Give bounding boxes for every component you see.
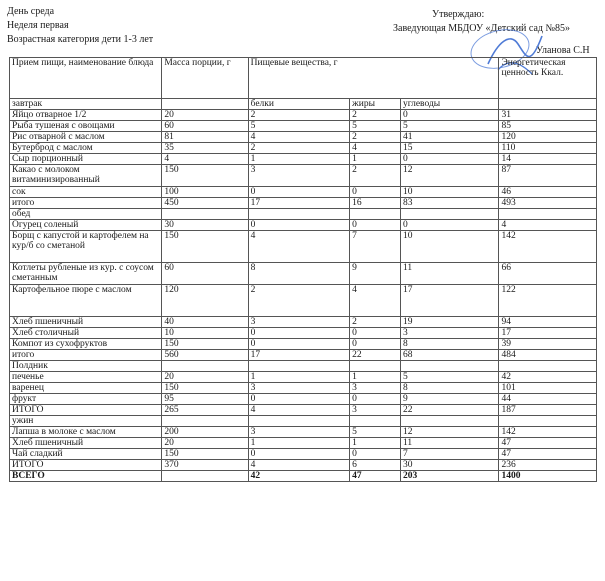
- cell-protein: 2: [248, 110, 350, 121]
- cell-carbs: 10: [400, 187, 499, 198]
- cell-energy: 14: [499, 154, 597, 165]
- table-row: [10, 372, 597, 383]
- cell-protein: 1: [248, 372, 350, 383]
- table-row: [10, 121, 597, 132]
- cell-carbs: 8: [400, 339, 499, 350]
- cell-protein: 8: [248, 263, 350, 285]
- cell-energy: [499, 209, 597, 220]
- cell-meal-name: Полдник: [10, 361, 162, 372]
- table-row: [10, 361, 597, 372]
- cell-meal-name: Борщ с капустой и картофелем на кур/б со сметаной: [10, 231, 162, 263]
- cell-fat: 2: [350, 132, 401, 143]
- cell-protein: 3: [248, 165, 350, 187]
- cell-fat: жиры: [350, 99, 401, 110]
- table-row: [10, 449, 597, 460]
- cell-meal-name: Хлеб пшеничный: [10, 438, 162, 449]
- cell-meal-name: Сыр порционный: [10, 154, 162, 165]
- cell-carbs: 0: [400, 110, 499, 121]
- cell-meal-name: Какао с молоком витаминизированный: [10, 165, 162, 187]
- cell-fat: 0: [350, 449, 401, 460]
- cell-protein: 0: [248, 220, 350, 231]
- cell-energy: 187: [499, 405, 597, 416]
- cell-energy: 101: [499, 383, 597, 394]
- cell-fat: 7: [350, 231, 401, 263]
- cell-carbs: 30: [400, 460, 499, 471]
- cell-mass: 40: [162, 317, 248, 328]
- cell-meal-name: фрукт: [10, 394, 162, 405]
- cell-carbs: 0: [400, 154, 499, 165]
- cell-energy: 44: [499, 394, 597, 405]
- table-row: [10, 220, 597, 231]
- cell-mass: 100: [162, 187, 248, 198]
- table-row: [10, 285, 597, 317]
- cell-carbs: 41: [400, 132, 499, 143]
- cell-meal-name: варенец: [10, 383, 162, 394]
- cell-meal-name: ВСЕГО: [10, 471, 162, 482]
- cell-protein: 3: [248, 383, 350, 394]
- cell-protein: 1: [248, 154, 350, 165]
- cell-meal-name: Лапша в молоке с маслом: [10, 427, 162, 438]
- cell-carbs: 83: [400, 198, 499, 209]
- cell-energy: 142: [499, 427, 597, 438]
- table-row: [10, 132, 597, 143]
- cell-energy: 1400: [499, 471, 597, 482]
- cell-protein: [248, 361, 350, 372]
- cell-mass: [162, 361, 248, 372]
- week-label: Неделя первая: [7, 20, 69, 31]
- cell-fat: 0: [350, 328, 401, 339]
- cell-mass: 150: [162, 165, 248, 187]
- cell-protein: 0: [248, 328, 350, 339]
- cell-energy: 46: [499, 187, 597, 198]
- cell-protein: 3: [248, 427, 350, 438]
- table-row: [10, 394, 597, 405]
- cell-meal-name: сок: [10, 187, 162, 198]
- cell-carbs: 0: [400, 220, 499, 231]
- cell-meal-name: итого: [10, 198, 162, 209]
- cell-fat: [350, 209, 401, 220]
- cell-meal-name: ИТОГО: [10, 405, 162, 416]
- cell-carbs: 11: [400, 438, 499, 449]
- cell-mass: 81: [162, 132, 248, 143]
- cell-mass: 200: [162, 427, 248, 438]
- cell-energy: 39: [499, 339, 597, 350]
- cell-mass: 95: [162, 394, 248, 405]
- cell-protein: 17: [248, 198, 350, 209]
- cell-fat: [350, 361, 401, 372]
- table-row: [10, 165, 597, 187]
- cell-fat: 1: [350, 154, 401, 165]
- cell-meal-name: ужин: [10, 416, 162, 427]
- cell-protein: [248, 209, 350, 220]
- cell-protein: 42: [248, 471, 350, 482]
- cell-meal-name: Картофельное пюре с маслом: [10, 285, 162, 317]
- cell-mass: 30: [162, 220, 248, 231]
- menu-table-body: [10, 58, 597, 482]
- cell-carbs: 11: [400, 263, 499, 285]
- cell-energy: 484: [499, 350, 597, 361]
- cell-meal-name: Рыба тушеная с овощами: [10, 121, 162, 132]
- cell-meal-name: Огурец соленый: [10, 220, 162, 231]
- cell-protein: 2: [248, 143, 350, 154]
- cell-mass: 35: [162, 143, 248, 154]
- cell-carbs: 17: [400, 285, 499, 317]
- cell-fat: 2: [350, 110, 401, 121]
- cell-energy: 47: [499, 449, 597, 460]
- cell-carbs: 19: [400, 317, 499, 328]
- cell-meal-name: печенье: [10, 372, 162, 383]
- cell-energy: 17: [499, 328, 597, 339]
- cell-carbs: 12: [400, 427, 499, 438]
- cell-fat: 3: [350, 405, 401, 416]
- cell-carbs: 9: [400, 394, 499, 405]
- menu-table: [9, 57, 597, 482]
- cell-mass: [162, 99, 248, 110]
- table-row: [10, 383, 597, 394]
- cell-protein: 5: [248, 121, 350, 132]
- cell-meal-name: Яйцо отварное 1/2: [10, 110, 162, 121]
- cell-mass: [162, 209, 248, 220]
- cell-energy: 42: [499, 372, 597, 383]
- cell-mass: 4: [162, 154, 248, 165]
- cell-protein: 4: [248, 405, 350, 416]
- cell-fat: 0: [350, 394, 401, 405]
- cell-meal-name: Бутерброд с маслом: [10, 143, 162, 154]
- cell-mass: [162, 416, 248, 427]
- col-energy-header: Энергетическая ценность Ккал.: [499, 58, 597, 99]
- cell-energy: [499, 361, 597, 372]
- cell-carbs: 8: [400, 383, 499, 394]
- cell-energy: [499, 99, 597, 110]
- cell-energy: 236: [499, 460, 597, 471]
- cell-carbs: [400, 209, 499, 220]
- table-row: [10, 405, 597, 416]
- cell-protein: 0: [248, 449, 350, 460]
- cell-meal-name: Хлеб пшеничный: [10, 317, 162, 328]
- cell-mass: 265: [162, 405, 248, 416]
- cell-mass: 60: [162, 263, 248, 285]
- cell-protein: 3: [248, 317, 350, 328]
- cell-fat: 47: [350, 471, 401, 482]
- cell-protein: 4: [248, 231, 350, 263]
- day-label: День среда: [7, 6, 55, 17]
- cell-mass: 20: [162, 110, 248, 121]
- cell-mass: 370: [162, 460, 248, 471]
- cell-carbs: 203: [400, 471, 499, 482]
- table-row: [10, 209, 597, 220]
- table-row: [10, 143, 597, 154]
- cell-protein: 17: [248, 350, 350, 361]
- cell-fat: 0: [350, 187, 401, 198]
- cell-carbs: углеводы: [400, 99, 499, 110]
- cell-fat: 2: [350, 317, 401, 328]
- cell-carbs: 68: [400, 350, 499, 361]
- cell-meal-name: Чай сладкий: [10, 449, 162, 460]
- table-row: [10, 231, 597, 263]
- cell-fat: [350, 416, 401, 427]
- cell-carbs: 15: [400, 143, 499, 154]
- cell-mass: 150: [162, 231, 248, 263]
- table-row: [10, 427, 597, 438]
- cell-carbs: 7: [400, 449, 499, 460]
- cell-protein: 4: [248, 132, 350, 143]
- cell-mass: 560: [162, 350, 248, 361]
- cell-carbs: 3: [400, 328, 499, 339]
- cell-protein: 0: [248, 339, 350, 350]
- cell-fat: 9: [350, 263, 401, 285]
- table-row: [10, 438, 597, 449]
- cell-fat: 0: [350, 339, 401, 350]
- cell-meal-name: Компот из сухофруктов: [10, 339, 162, 350]
- cell-fat: 6: [350, 460, 401, 471]
- table-header-row: [10, 58, 597, 99]
- cell-protein: 1: [248, 438, 350, 449]
- cell-protein: 0: [248, 394, 350, 405]
- cell-mass: 120: [162, 285, 248, 317]
- col-nutrients-header: Пищевые вещества, г: [248, 58, 499, 99]
- cell-meal-name: Хлеб столичный: [10, 328, 162, 339]
- cell-fat: 3: [350, 383, 401, 394]
- cell-fat: 16: [350, 198, 401, 209]
- table-row: [10, 416, 597, 427]
- cell-energy: 94: [499, 317, 597, 328]
- cell-fat: 5: [350, 121, 401, 132]
- cell-fat: 5: [350, 427, 401, 438]
- cell-carbs: 22: [400, 405, 499, 416]
- table-row: [10, 328, 597, 339]
- table-row: [10, 99, 597, 110]
- cell-mass: 20: [162, 372, 248, 383]
- table-row: [10, 263, 597, 285]
- cell-fat: 22: [350, 350, 401, 361]
- cell-fat: 4: [350, 285, 401, 317]
- age-category-label: Возрастная категория дети 1-3 лет: [7, 34, 154, 45]
- cell-protein: 4: [248, 460, 350, 471]
- cell-mass: 150: [162, 449, 248, 460]
- cell-mass: 450: [162, 198, 248, 209]
- col-meal-header: Прием пищи, наименование блюда: [10, 58, 162, 99]
- cell-carbs: [400, 416, 499, 427]
- cell-carbs: [400, 361, 499, 372]
- cell-mass: 10: [162, 328, 248, 339]
- table-row: [10, 471, 597, 482]
- cell-mass: [162, 471, 248, 482]
- cell-mass: 60: [162, 121, 248, 132]
- cell-fat: 0: [350, 220, 401, 231]
- table-row: [10, 350, 597, 361]
- cell-meal-name: ИТОГО: [10, 460, 162, 471]
- cell-carbs: 12: [400, 165, 499, 187]
- cell-energy: 31: [499, 110, 597, 121]
- cell-protein: [248, 416, 350, 427]
- table-row: [10, 339, 597, 350]
- cell-carbs: 5: [400, 372, 499, 383]
- cell-mass: 150: [162, 383, 248, 394]
- head-title: Заведующая МБДОУ «Детский сад №85»: [393, 23, 571, 34]
- table-row: [10, 198, 597, 209]
- cell-meal-name: завтрак: [10, 99, 162, 110]
- cell-fat: 2: [350, 165, 401, 187]
- cell-energy: 122: [499, 285, 597, 317]
- cell-energy: 110: [499, 143, 597, 154]
- cell-mass: 20: [162, 438, 248, 449]
- head-name: Уланова С.Н: [536, 45, 590, 56]
- cell-energy: 87: [499, 165, 597, 187]
- cell-energy: 142: [499, 231, 597, 263]
- cell-energy: 85: [499, 121, 597, 132]
- cell-meal-name: итого: [10, 350, 162, 361]
- approve-label: Утверждаю:: [432, 9, 485, 20]
- cell-meal-name: Котлеты рубленые из кур. с соусом сметанным: [10, 263, 162, 285]
- cell-meal-name: Рис отварной с маслом: [10, 132, 162, 143]
- cell-protein: 0: [248, 187, 350, 198]
- cell-fat: 4: [350, 143, 401, 154]
- table-row: [10, 154, 597, 165]
- table-row: [10, 317, 597, 328]
- cell-fat: 1: [350, 372, 401, 383]
- cell-carbs: 5: [400, 121, 499, 132]
- col-mass-header: Масса порции, г: [162, 58, 248, 99]
- cell-mass: 150: [162, 339, 248, 350]
- cell-energy: 493: [499, 198, 597, 209]
- cell-energy: [499, 416, 597, 427]
- cell-energy: 4: [499, 220, 597, 231]
- cell-protein: белки: [248, 99, 350, 110]
- cell-energy: 120: [499, 132, 597, 143]
- cell-energy: 66: [499, 263, 597, 285]
- cell-carbs: 10: [400, 231, 499, 263]
- table-row: [10, 460, 597, 471]
- cell-meal-name: обед: [10, 209, 162, 220]
- cell-fat: 1: [350, 438, 401, 449]
- cell-energy: 47: [499, 438, 597, 449]
- table-row: [10, 110, 597, 121]
- table-row: [10, 187, 597, 198]
- cell-protein: 2: [248, 285, 350, 317]
- document-header: [0, 0, 605, 58]
